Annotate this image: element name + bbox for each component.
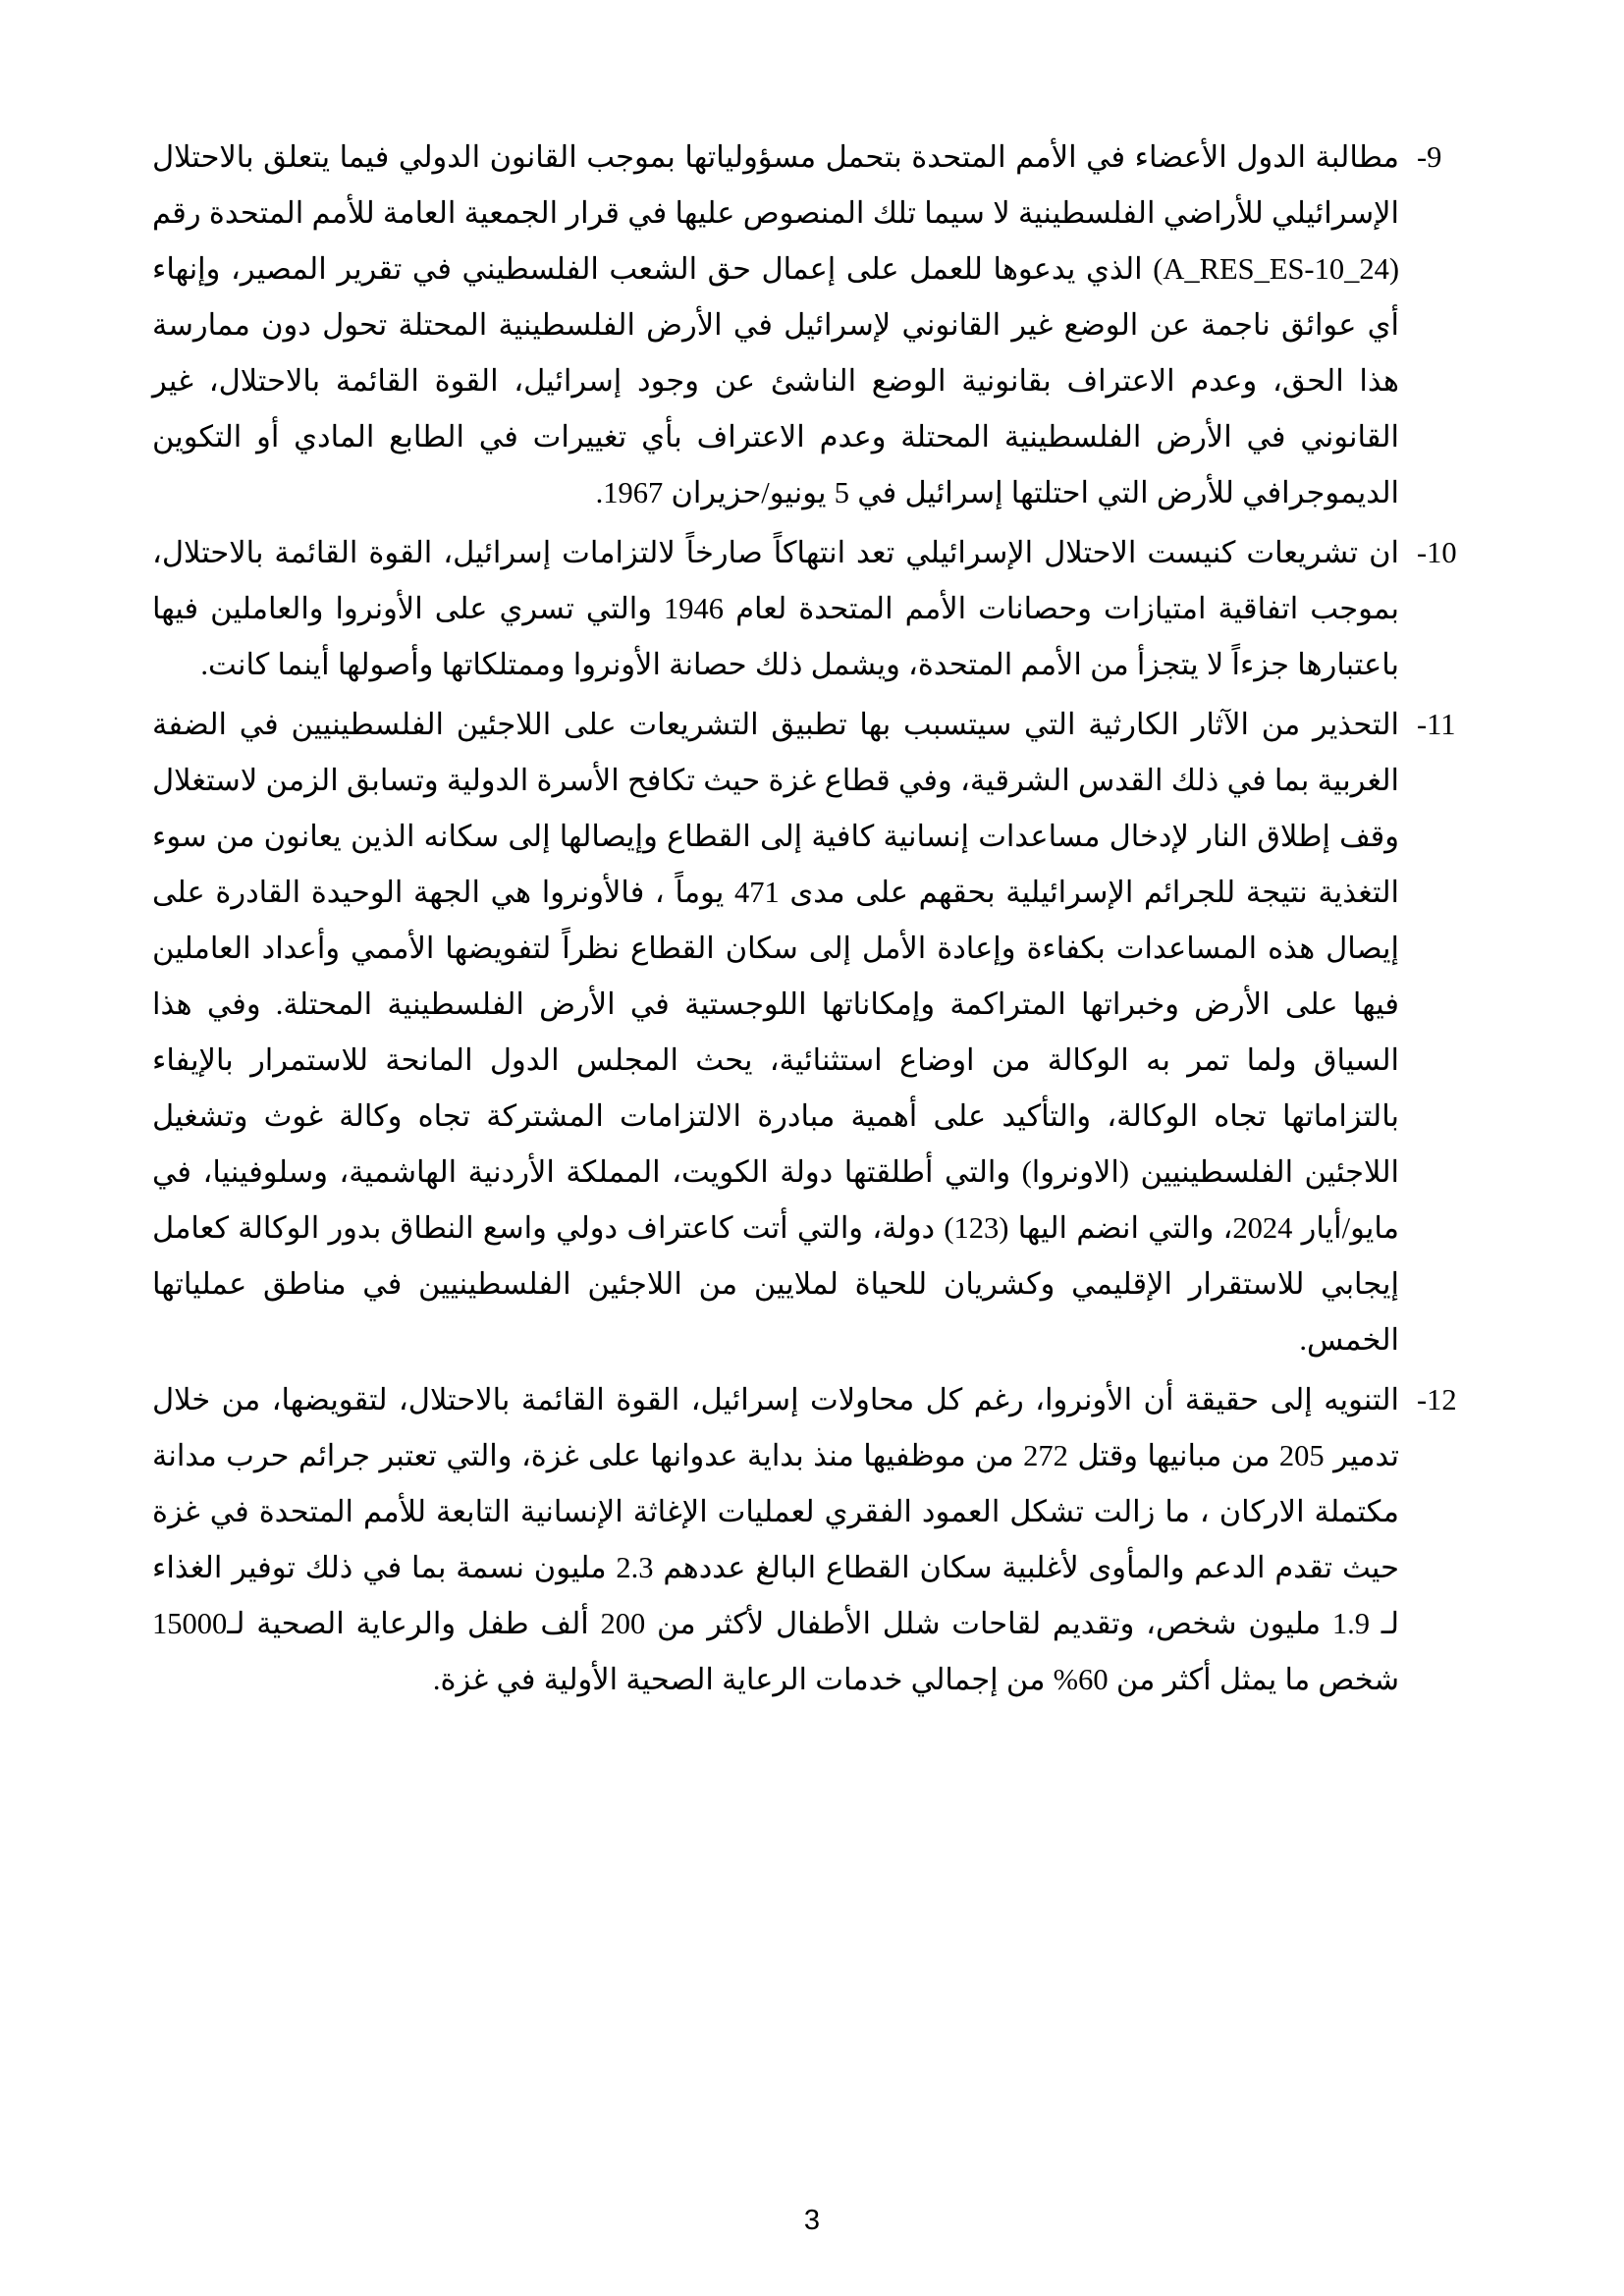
page-number-footer: 3	[803, 2205, 821, 2236]
paragraph-body-9: مطالبة الدول الأعضاء في الأمم المتحدة بتحمل مسؤولياتها بموجب القانون الدولي فيما يتعلق بالاحتلال الإسرائيلي للأراضي الفلسطينية لا سيما تلك المنصوص عليها في قرار الجمعية العامة للأمم المتحدة رقم (A_RES_ES-10_24) الذي يدعوها للعمل على إعمال حق الشعب الفلسطيني في تقرير المصير، وإنهاء أي عوائق ناجمة عن الوضع غير القانوني لإسرائيل في الأرض الفلسطينية المحتلة تحول دون ممارسة هذا الحق، وعدم الاعتراف بقانونية الوضع الناشئ عن وجود إسرائيل، القوة القائمة بالاحتلال، غير القانوني في الأرض الفلسطينية المحتلة وعدم الاعتراف بأي تغييرات في الطابع المادي أو التكوين الديموجرافي للأرض التي احتلتها إسرائيل في 5 يونيو/حزيران 1967.	[152, 140, 1399, 509]
paragraph-body-10: ان تشريعات كنيست الاحتلال الإسرائيلي تعد انتهاكاً صارخاً لالتزامات إسرائيل، القوة القائمة بالاحتلال، بموجب اتفاقية امتيازات وحصانات الأمم المتحدة لعام 1946 والتي تسري على الأونروا والعاملين فيها باعتبارها جزءاً لا يتجزأ من الأمم المتحدة، ويشمل ذلك حصانة الأونروا وممتلكاتها وأصولها أينما كانت.	[152, 536, 1399, 681]
paragraph-body-12: التنويه إلى حقيقة أن الأونروا، رغم كل محاولات إسرائيل، القوة القائمة بالاحتلال، لتقويضها، من خلال تدمير 205 من مبانيها وقتل 272 من موظفيها منذ بداية عدوانها على غزة، والتي تعتبر جرائم حرب مدانة مكتملة الاركان ، ما زالت تشكل العمود الفقري لعمليات الإغاثة الإنسانية التابعة للأمم المتحدة في غزة حيث تقدم الدعم والمأوى لأغلبية سكان القطاع البالغ عددهم 2.3 مليون نسمة بما في ذلك توفير الغذاء لـ 1.9 مليون شخص، وتقديم لقاحات شلل الأطفال لأكثر من 200 ألف طفل والرعاية الصحية لـ15000 شخص ما يمثل أكثر من 60% من إجمالي خدمات الرعاية الصحية الأولية في غزة.	[152, 1383, 1399, 1696]
numbered-paragraph-11	[152, 697, 1472, 1368]
numbered-paragraph-10	[152, 525, 1472, 693]
numbered-paragraph-12	[152, 1372, 1472, 1708]
list-marker-10: -10	[1417, 536, 1457, 569]
list-marker-11: -11	[1417, 708, 1456, 741]
numbered-paragraph-9	[152, 130, 1472, 521]
paragraph-body-11: التحذير من الآثار الكارثية التي سيتسبب بها تطبيق التشريعات على اللاجئين الفلسطينيين في الضفة الغربية بما في ذلك القدس الشرقية، وفي قطاع غزة حيث تكافح الأسرة الدولية وتسابق الزمن لاستغلال وقف إطلاق النار لإدخال مساعدات إنسانية كافية إلى القطاع وإيصالها إلى سكانه الذين يعانون من سوء التغذية نتيجة للجرائم الإسرائيلية بحقهم على مدى 471 يوماً ، فالأونروا هي الجهة الوحيدة القادرة على إيصال هذه المساعدات بكفاءة وإعادة الأمل إلى سكان القطاع نظراً لتفويضها الأممي وأعداد العاملين فيها على الأرض وخبراتها المتراكمة وإمكاناتها اللوجستية في الأرض الفلسطينية المحتلة. وفي هذا السياق ولما تمر به الوكالة من اوضاع استثنائية، يحث المجلس الدول المانحة للاستمرار بالإيفاء بالتزاماتها تجاه الوكالة، والتأكيد على أهمية مبادرة الالتزامات المشتركة تجاه وكالة غوث وتشغيل اللاجئين الفلسطينيين (الاونروا) والتي أطلقتها دولة الكويت، المملكة الأردنية الهاشمية، وسلوفينيا، في مايو/أيار 2024، والتي انضم اليها (123) دولة، والتي أتت كاعتراف دولي واسع النطاق بدور الوكالة كعامل إيجابي للاستقرار الإقليمي وكشريان للحياة لملايين من اللاجئين الفلسطينيين في مناطق عملياتها الخمس.	[152, 708, 1399, 1357]
list-marker-9: -9	[1417, 140, 1442, 174]
page-content	[152, 130, 1472, 1712]
list-marker-12: -12	[1417, 1383, 1457, 1416]
